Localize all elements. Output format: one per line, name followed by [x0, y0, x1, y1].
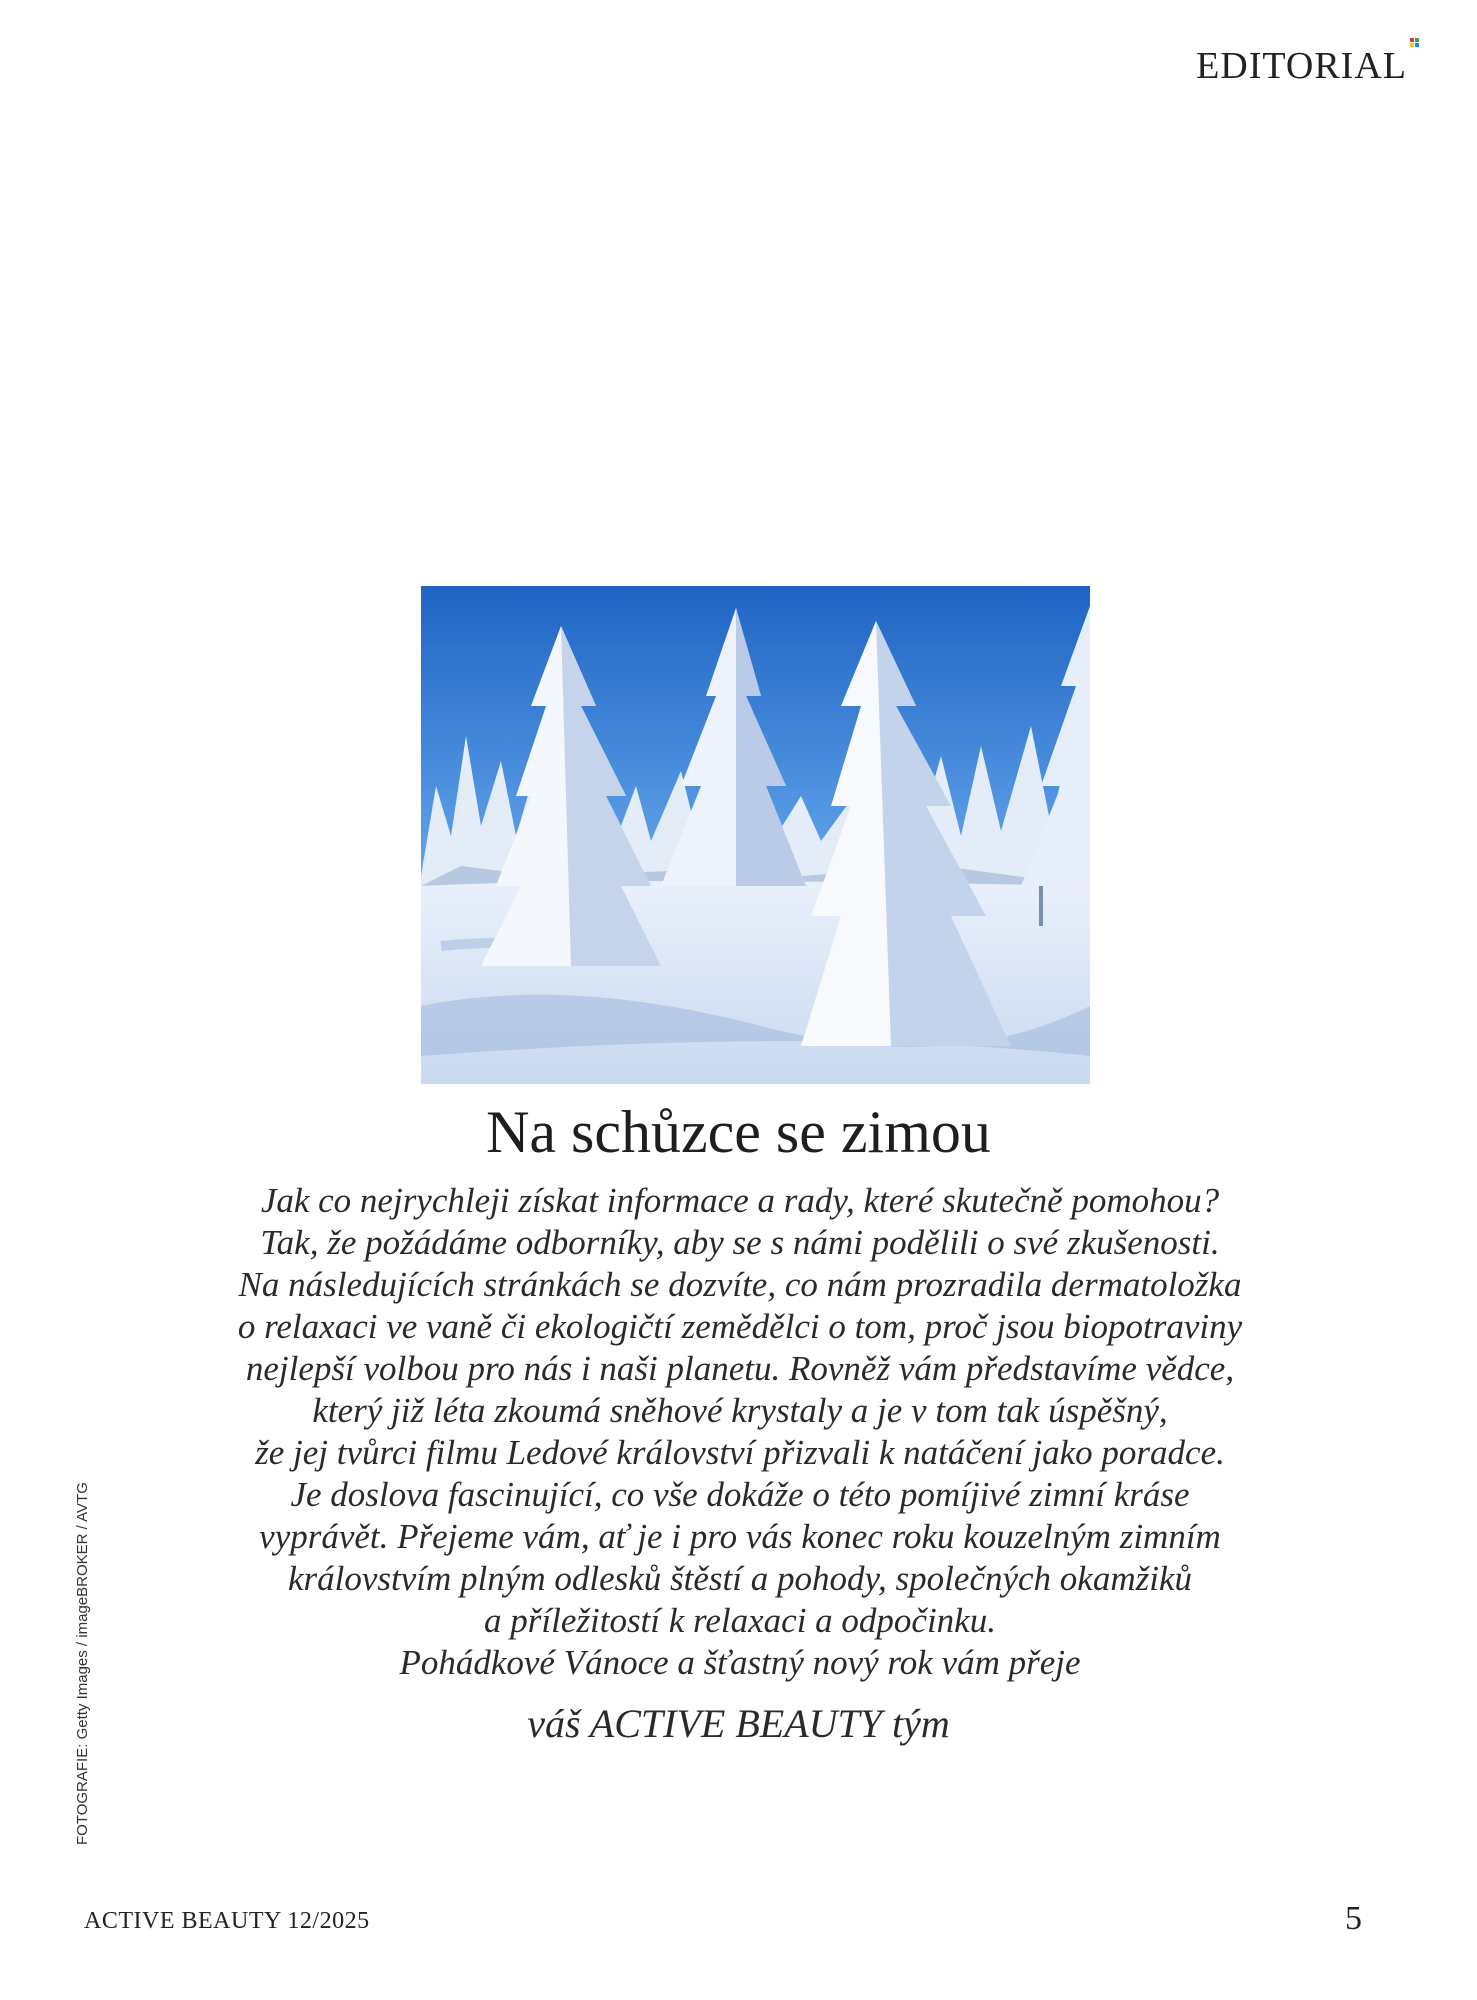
body-line: který již léta zkoumá sněhové krystaly a je v tom tak úspěšný,: [312, 1391, 1168, 1430]
article-title: Na schůzce se zimou: [486, 1099, 991, 1165]
editorial-body: [190, 1180, 1290, 1684]
signature: váš ACTIVE BEAUTY tým: [527, 1701, 950, 1746]
color-squares-logo: [1410, 38, 1422, 50]
body-line: Jak co nejrychleji získat informace a rady, které skutečně pomohou?: [260, 1181, 1220, 1220]
body-line: vyprávět. Přejeme vám, ať je i pro vás konec roku kouzelným zimním: [259, 1517, 1221, 1556]
body-line: nejlepší volbou pro nás i naši planetu. Rovněž vám představíme vědce,: [245, 1349, 1235, 1388]
body-line: Pohádkové Vánoce a šťastný nový rok vám přeje: [399, 1643, 1081, 1682]
section-label: EDITORIAL: [1196, 45, 1407, 87]
page-number: 5: [1345, 1900, 1362, 1937]
body-line: královstvím plným odlesků štěstí a pohody, společných okamžiků: [288, 1559, 1192, 1598]
body-line: Na následujících stránkách se dozvíte, co nám prozradila dermatoložka: [238, 1265, 1242, 1304]
body-line: a příležitostí k relaxaci a odpočinku.: [484, 1601, 996, 1640]
winter-forest-photo: [421, 586, 1090, 1084]
issue-label: ACTIVE BEAUTY 12/2025: [84, 1908, 370, 1934]
body-line: že jej tvůrci filmu Ledové království přizvali k natáčení jako poradce.: [255, 1433, 1225, 1472]
body-line: o relaxaci ve vaně či ekologičtí zemědělci o tom, proč jsou biopotraviny: [237, 1307, 1243, 1346]
body-line: Je doslova fascinující, co vše dokáže o této pomíjivé zimní kráse: [290, 1475, 1190, 1514]
photo-credit: FOTOGRAFIE: Getty Images / imageBROKER / AVTG: [74, 1482, 91, 1845]
body-line: Tak, že požádáme odborníky, aby se s námi podělili o své zkušenosti.: [260, 1223, 1220, 1262]
